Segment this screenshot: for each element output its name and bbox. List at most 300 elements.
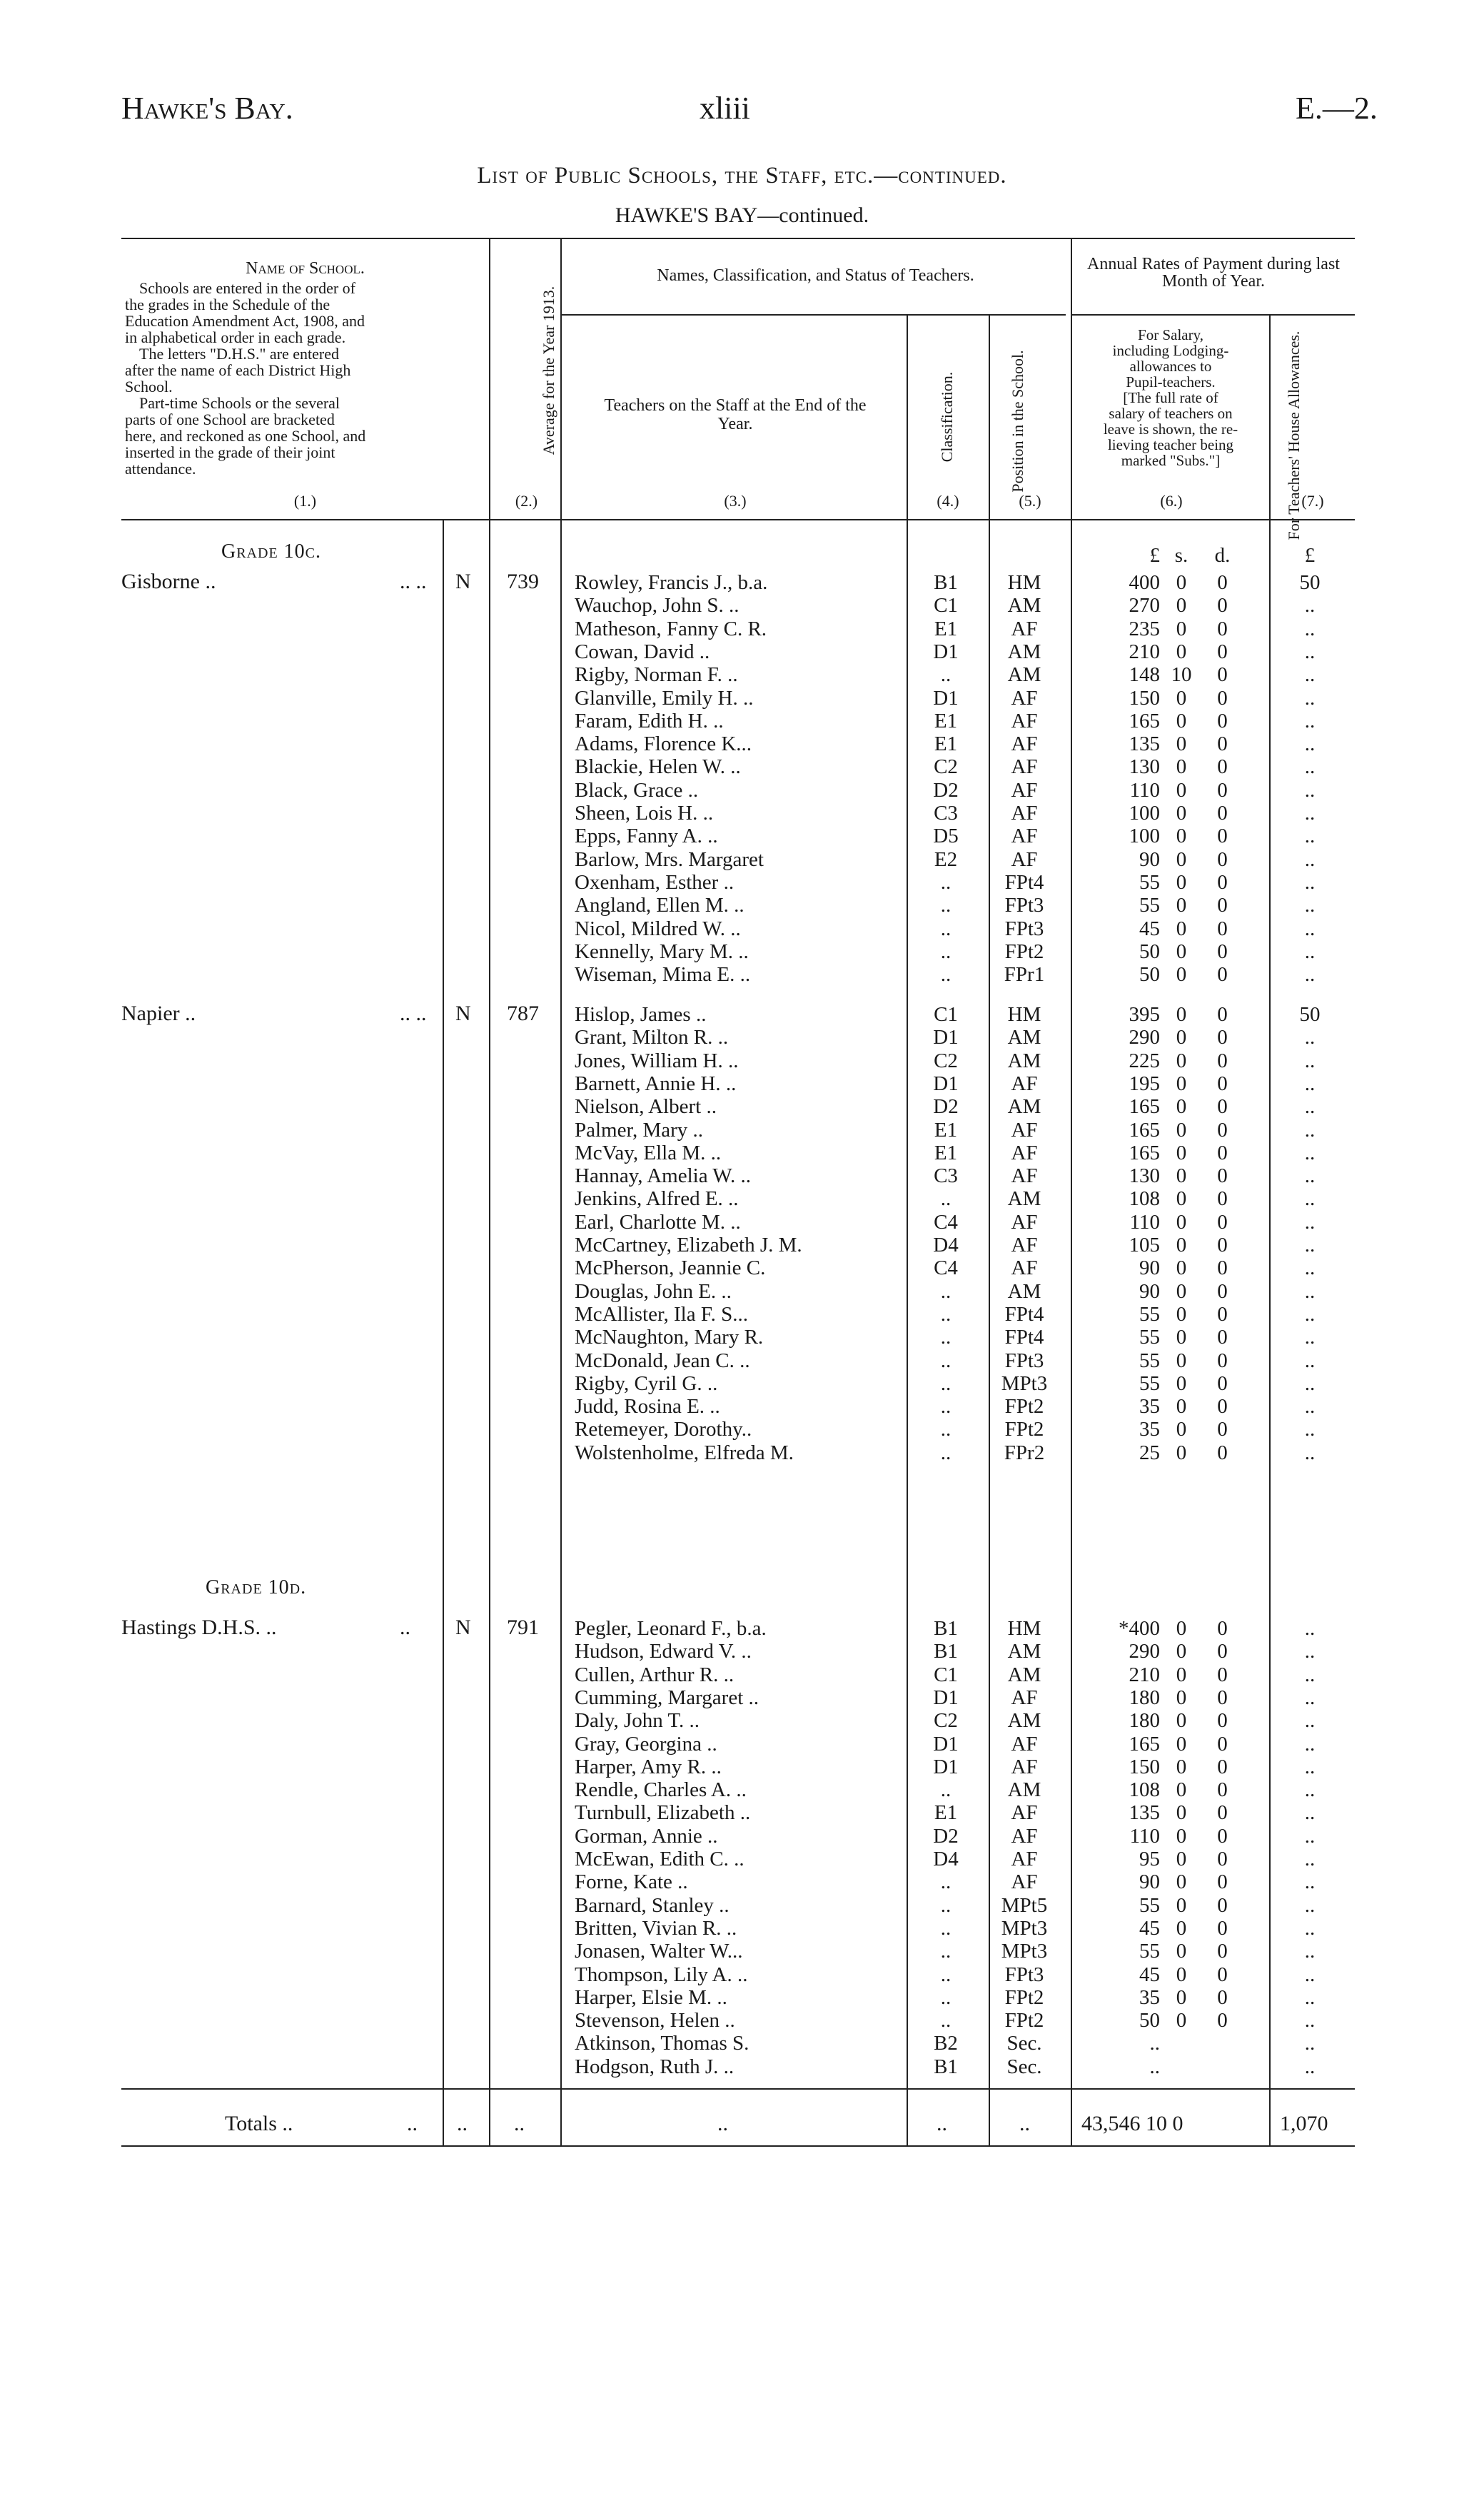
salary-pounds: 50 <box>1139 2009 1160 2033</box>
col3-group-heading: Names, Classification, and Status of Teachers. <box>657 266 974 285</box>
salary-shillings: 0 <box>1176 1709 1187 1733</box>
school-average-attendance: 739 <box>507 570 539 593</box>
teacher-name: Adams, Florence K... <box>575 732 752 756</box>
salary-pounds: 55 <box>1139 1326 1160 1349</box>
salary-pounds: 400 <box>1129 571 1160 594</box>
teacher-classification: E1 <box>934 1801 958 1825</box>
running-header-right: E.—2. <box>1296 91 1378 126</box>
col7-heading: For Teachers' House Allowances. <box>1285 331 1303 540</box>
salary-pounds: 55 <box>1139 1893 1160 1917</box>
teacher-classification: .. <box>940 1778 952 1802</box>
salary-shillings: 0 <box>1176 1848 1187 1870</box>
salary-shillings: 0 <box>1176 1916 1187 1940</box>
teacher-classification: .. <box>940 1441 952 1464</box>
salary-pence: 0 <box>1217 1210 1228 1234</box>
teacher-name: Hudson, Edward V. .. <box>575 1640 752 1663</box>
col1-description-line: after the name of each District High <box>125 361 351 379</box>
salary-pence: 0 <box>1217 594 1228 618</box>
teacher-classification: .. <box>940 1279 952 1303</box>
house-allowance: .. <box>1304 963 1316 987</box>
salary-pence: 0 <box>1217 1302 1228 1326</box>
salary-pence: 0 <box>1217 1118 1228 1142</box>
totals-label: Totals .. <box>225 2112 293 2135</box>
teacher-classification: D1 <box>933 1072 959 1095</box>
teacher-position: FPt2 <box>1004 940 1044 963</box>
rule-top <box>121 238 1355 239</box>
teacher-classification: C4 <box>934 1210 958 1234</box>
house-allowance: .. <box>1304 2032 1316 2055</box>
teacher-name: Kennelly, Mary M. .. <box>575 940 749 963</box>
teacher-position: AF <box>1011 1870 1038 1894</box>
teacher-name: Faram, Edith H. .. <box>575 709 724 732</box>
teacher-name: Hannay, Amelia W. .. <box>575 1164 751 1188</box>
salary-shillings: 0 <box>1176 825 1187 848</box>
teacher-position: FPt2 <box>1004 1985 1044 2009</box>
col1-description-line: Schools are entered in the order of <box>139 279 355 297</box>
school-type: N <box>455 1002 471 1025</box>
salary-pounds: 110 <box>1129 778 1160 802</box>
col5-number: (5.) <box>1019 492 1041 510</box>
house-allowance: .. <box>1304 686 1316 710</box>
salary-pence: 0 <box>1217 1985 1228 2009</box>
school-name-dots: .. <box>400 1616 410 1639</box>
salary-pence: 0 <box>1217 663 1228 687</box>
col4-number: (4.) <box>937 492 959 510</box>
salary-shillings: 0 <box>1176 917 1187 940</box>
salary-pounds: 45 <box>1139 1963 1160 1986</box>
grade-heading-10d: Grade 10d. <box>206 1576 307 1598</box>
teacher-name: Turnbull, Elizabeth .. <box>575 1801 751 1825</box>
teacher-position: AF <box>1011 847 1038 871</box>
house-allowance: 50 <box>1299 1003 1321 1026</box>
teacher-name: Cowan, David .. <box>575 640 710 663</box>
salary-shillings: 0 <box>1176 778 1187 802</box>
teacher-position: AF <box>1011 1801 1038 1825</box>
teacher-classification: D1 <box>933 1732 959 1756</box>
teacher-name: Judd, Rosina E. .. <box>575 1395 720 1419</box>
teacher-position: AM <box>1007 1049 1041 1072</box>
teacher-position: AF <box>1011 1072 1038 1095</box>
teacher-position: FPt3 <box>1004 917 1044 940</box>
teacher-name: Daly, John T. .. <box>575 1709 700 1733</box>
page-title: List of Public Schools, the Staff, etc.—continued. <box>477 163 1007 188</box>
teacher-name: Hislop, James .. <box>575 1003 707 1026</box>
school-type: N <box>455 570 471 593</box>
teacher-classification: E2 <box>934 847 958 871</box>
teacher-position: HM <box>1007 1617 1041 1640</box>
col6-description-line: [The full rate of <box>1123 389 1218 406</box>
house-allowance: .. <box>1304 1755 1316 1778</box>
salary-shillings: 0 <box>1176 1187 1187 1211</box>
salary-shillings: 0 <box>1176 894 1187 917</box>
col1-description-line: Part-time Schools or the several <box>139 394 340 412</box>
salary-pence: 0 <box>1217 1371 1228 1395</box>
house-allowance: .. <box>1304 1801 1316 1825</box>
salary-pence: 0 <box>1217 1003 1228 1026</box>
teacher-classification: .. <box>940 2009 952 2033</box>
teacher-name: Rigby, Norman F. .. <box>575 663 738 687</box>
teacher-classification: D1 <box>933 640 959 663</box>
col1-description-line: The letters "D.H.S." are entered <box>139 345 340 363</box>
teacher-position: Sec. <box>1006 2055 1042 2078</box>
salary-shillings: 0 <box>1176 1118 1187 1142</box>
totals-salary: 43,546 10 0 <box>1081 2112 1183 2135</box>
salary-shillings: 0 <box>1176 1893 1187 1917</box>
totals-col5: .. <box>1019 2112 1030 2135</box>
teacher-name: Forne, Kate .. <box>575 1870 688 1894</box>
unit-allowance-pounds: £ <box>1304 544 1316 567</box>
salary-shillings: 0 <box>1176 1778 1187 1802</box>
teacher-classification: E1 <box>934 732 958 756</box>
school-type: N <box>455 1616 471 1639</box>
salary-pounds: 55 <box>1139 1349 1160 1372</box>
salary-pounds: 110 <box>1129 1824 1160 1848</box>
teacher-name: Nielson, Albert .. <box>575 1095 717 1119</box>
salary-shillings: 0 <box>1176 1686 1187 1709</box>
salary-pence: 0 <box>1217 1026 1228 1049</box>
teacher-classification: B1 <box>934 1617 958 1640</box>
salary-shillings: 0 <box>1176 1985 1187 2009</box>
salary-pence: 0 <box>1217 1141 1228 1164</box>
salary-pence: 0 <box>1217 686 1228 710</box>
salary-pounds: 55 <box>1139 870 1160 894</box>
salary-shillings: 0 <box>1176 1003 1187 1026</box>
salary-shillings: 0 <box>1176 1095 1187 1119</box>
teacher-name: Black, Grace .. <box>575 778 699 802</box>
teacher-position: AM <box>1007 1709 1041 1733</box>
house-allowance: .. <box>1304 594 1316 618</box>
col1-description-line: attendance. <box>125 460 196 478</box>
teacher-name: McNaughton, Mary R. <box>575 1326 764 1349</box>
house-allowance: .. <box>1304 1686 1316 1709</box>
salary-shillings: 0 <box>1176 1617 1187 1640</box>
house-allowance: .. <box>1304 1326 1316 1349</box>
teacher-name: Palmer, Mary .. <box>575 1118 704 1142</box>
teacher-classification: C2 <box>934 1049 958 1072</box>
house-allowance: .. <box>1304 825 1316 848</box>
house-allowance: .. <box>1304 1640 1316 1663</box>
rule-header-bottom <box>121 519 1355 520</box>
salary-pence: 0 <box>1217 1940 1228 1963</box>
teacher-classification: D1 <box>933 1686 959 1709</box>
salary-pence: 0 <box>1217 1824 1228 1848</box>
salary-shillings: 0 <box>1176 1870 1187 1894</box>
teacher-name: McAllister, Ila F. S... <box>575 1302 749 1326</box>
salary-shillings: 0 <box>1176 1349 1187 1372</box>
teacher-position: FPt4 <box>1004 1302 1044 1326</box>
salary-pence: 0 <box>1217 1870 1228 1894</box>
teacher-name: McVay, Ella M. .. <box>575 1141 722 1164</box>
salary-pence: 0 <box>1217 732 1228 756</box>
salary-pounds: 50 <box>1139 963 1160 987</box>
teacher-position: MPt3 <box>1001 1916 1048 1940</box>
salary-shillings: 0 <box>1176 1049 1187 1072</box>
teacher-classification: .. <box>940 963 952 987</box>
teacher-name: Glanville, Emily H. .. <box>575 686 754 710</box>
house-allowance: .. <box>1304 1187 1316 1211</box>
house-allowance: .. <box>1304 1371 1316 1395</box>
rule-totals-top <box>121 2088 1355 2090</box>
teacher-position: AF <box>1011 1234 1038 1256</box>
salary-shillings: 0 <box>1176 571 1187 594</box>
salary-pence: 0 <box>1217 940 1228 963</box>
teacher-position: AF <box>1011 732 1038 756</box>
teacher-name: Rowley, Francis J., b.a. <box>575 571 768 594</box>
page-number: xliii <box>700 91 750 126</box>
teacher-classification: .. <box>940 1349 952 1372</box>
teacher-name: Atkinson, Thomas S. <box>575 2032 749 2055</box>
school-name: Gisborne .. <box>121 570 216 593</box>
teacher-classification: .. <box>940 1187 952 1211</box>
salary-shillings: 0 <box>1176 847 1187 871</box>
teacher-classification: D4 <box>933 1234 959 1256</box>
rule-bottom <box>121 2145 1355 2147</box>
school-name-dots: .. .. <box>400 570 427 593</box>
salary-pence: 0 <box>1217 1349 1228 1372</box>
teacher-position: AF <box>1011 1686 1038 1709</box>
teacher-position: AF <box>1011 755 1038 779</box>
house-allowance: .. <box>1304 1095 1316 1119</box>
salary-pounds: 270 <box>1129 594 1160 618</box>
teacher-classification: .. <box>940 1326 952 1349</box>
salary-pounds: 100 <box>1129 825 1160 848</box>
house-allowance: .. <box>1304 1778 1316 1802</box>
teacher-position: FPt2 <box>1004 1418 1044 1441</box>
salary-shillings: 0 <box>1176 2009 1187 2033</box>
teacher-position: AF <box>1011 617 1038 640</box>
salary-pence: 0 <box>1217 1916 1228 1940</box>
teacher-classification: D1 <box>933 1755 959 1778</box>
teacher-name: Wauchop, John S. .. <box>575 594 740 618</box>
salary-pounds: 290 <box>1129 1640 1160 1663</box>
teacher-name: Pegler, Leonard F., b.a. <box>575 1617 767 1640</box>
salary-pounds: .. <box>1149 2032 1160 2055</box>
salary-pence: 0 <box>1217 1187 1228 1211</box>
salary-shillings: 0 <box>1176 1755 1187 1778</box>
teacher-position: Sec. <box>1006 2032 1042 2055</box>
house-allowance: .. <box>1304 732 1316 756</box>
salary-shillings: 0 <box>1176 1963 1187 1986</box>
salary-pence: 0 <box>1217 1709 1228 1733</box>
col-divider-2 <box>560 238 562 2145</box>
teacher-classification: D1 <box>933 686 959 710</box>
teacher-name: McDonald, Jean C. .. <box>575 1349 750 1372</box>
house-allowance: .. <box>1304 1893 1316 1917</box>
salary-pounds: 25 <box>1139 1441 1160 1464</box>
col5-heading: Position in the School. <box>1009 350 1026 493</box>
salary-shillings: 0 <box>1176 1732 1187 1756</box>
teacher-position: FPt2 <box>1004 1395 1044 1419</box>
col1-description-line: Education Amendment Act, 1908, and <box>125 312 365 330</box>
teacher-position: FPt3 <box>1004 1349 1044 1372</box>
col1-description-line: inserted in the grade of their joint <box>125 443 335 461</box>
salary-shillings: 0 <box>1176 1234 1187 1256</box>
teacher-name: Retemeyer, Dorothy.. <box>575 1418 752 1441</box>
house-allowance: .. <box>1304 870 1316 894</box>
col6-description-line: allowances to <box>1129 358 1212 375</box>
teacher-position: AF <box>1011 825 1038 848</box>
col-divider-5 <box>1071 238 1072 2145</box>
salary-pounds: 90 <box>1139 1870 1160 1894</box>
teacher-name: McEwan, Edith C. .. <box>575 1848 744 1870</box>
teacher-position: HM <box>1007 1003 1041 1026</box>
teacher-classification: .. <box>940 1985 952 2009</box>
col6-description-line: including Lodging- <box>1112 342 1229 359</box>
teacher-position: MPt3 <box>1001 1371 1048 1395</box>
salary-pounds: 55 <box>1139 1302 1160 1326</box>
teacher-position: FPr2 <box>1004 1441 1045 1464</box>
salary-pence: 0 <box>1217 1686 1228 1709</box>
salary-pounds: 90 <box>1139 1256 1160 1280</box>
teacher-classification: D4 <box>933 1848 959 1870</box>
salary-pounds: 165 <box>1129 709 1160 732</box>
teacher-name: McCartney, Elizabeth J. M. <box>575 1234 802 1256</box>
grade-heading-10c: Grade 10c. <box>221 540 322 563</box>
salary-shillings: 0 <box>1176 940 1187 963</box>
col2-heading: Average for the Year 1913. <box>540 286 557 455</box>
salary-pence: 0 <box>1217 1395 1228 1419</box>
page-subtitle: HAWKE'S BAY—continued. <box>615 203 869 227</box>
salary-pounds: 100 <box>1129 802 1160 825</box>
house-allowance: .. <box>1304 1985 1316 2009</box>
salary-pounds: 90 <box>1139 1279 1160 1303</box>
salary-shillings: 0 <box>1176 1026 1187 1049</box>
house-allowance: .. <box>1304 1256 1316 1280</box>
salary-pounds: 55 <box>1139 894 1160 917</box>
col1-description-line: parts of one School are bracketed <box>125 411 335 428</box>
house-allowance: .. <box>1304 917 1316 940</box>
teacher-name: Barnard, Stanley .. <box>575 1893 730 1917</box>
teacher-position: AF <box>1011 778 1038 802</box>
teacher-position: AF <box>1011 1732 1038 1756</box>
salary-pence: 0 <box>1217 917 1228 940</box>
teacher-name: Matheson, Fanny C. R. <box>575 617 767 640</box>
teacher-position: AF <box>1011 1118 1038 1142</box>
salary-shillings: 0 <box>1176 963 1187 987</box>
col6-number: (6.) <box>1160 492 1183 510</box>
teacher-classification: E1 <box>934 709 958 732</box>
house-allowance: .. <box>1304 1441 1316 1464</box>
col1-number: (1.) <box>293 492 317 510</box>
teacher-name: Stevenson, Helen .. <box>575 2009 735 2033</box>
teacher-name: Jonasen, Walter W... <box>575 1940 743 1963</box>
teacher-position: AF <box>1011 1848 1038 1870</box>
salary-pence: 0 <box>1217 1234 1228 1256</box>
col4-heading: Classification. <box>938 371 956 463</box>
salary-pence: 0 <box>1217 1963 1228 1986</box>
salary-shillings: 10 <box>1171 663 1192 687</box>
salary-pounds: 210 <box>1129 640 1160 663</box>
teacher-position: AM <box>1007 1187 1041 1211</box>
teacher-classification: .. <box>940 1916 952 1940</box>
teacher-position: AM <box>1007 1640 1041 1663</box>
salary-shillings: 0 <box>1176 755 1187 779</box>
house-allowance: .. <box>1304 894 1316 917</box>
teacher-position: AM <box>1007 1778 1041 1802</box>
col6-description-line: lieving teacher being <box>1107 436 1234 453</box>
house-allowance: .. <box>1304 1418 1316 1441</box>
col6-description <box>1074 327 1267 468</box>
salary-shillings: 0 <box>1176 1801 1187 1825</box>
teacher-name: Harper, Amy R. .. <box>575 1755 722 1778</box>
salary-pence: 0 <box>1217 1095 1228 1119</box>
salary-pence: 0 <box>1217 1049 1228 1072</box>
salary-pounds: 395 <box>1129 1003 1160 1026</box>
teacher-classification: D5 <box>933 825 959 848</box>
salary-pounds: 290 <box>1129 1026 1160 1049</box>
teacher-name: Nicol, Mildred W. .. <box>575 917 741 940</box>
salary-pence: 0 <box>1217 1072 1228 1095</box>
teacher-position: AM <box>1007 594 1041 618</box>
teacher-classification: D2 <box>933 778 959 802</box>
house-allowance: .. <box>1304 1940 1316 1963</box>
salary-shillings: 0 <box>1176 1279 1187 1303</box>
teacher-classification: .. <box>940 1940 952 1963</box>
teacher-position: HM <box>1007 571 1041 594</box>
house-allowance: .. <box>1304 1732 1316 1756</box>
col-divider-4 <box>989 314 990 2145</box>
salary-pounds: 225 <box>1129 1049 1160 1072</box>
unit-shillings: s. <box>1174 544 1188 567</box>
salary-pence: 0 <box>1217 1801 1228 1825</box>
house-allowance: .. <box>1304 802 1316 825</box>
salary-pounds: 35 <box>1139 1418 1160 1441</box>
teacher-name: Jones, William H. .. <box>575 1049 739 1072</box>
salary-shillings: 0 <box>1176 1663 1187 1686</box>
teacher-name: Barnett, Annie H. .. <box>575 1072 737 1095</box>
teacher-classification: .. <box>940 1302 952 1326</box>
salary-pounds: 45 <box>1139 1916 1160 1940</box>
salary-pence: 0 <box>1217 617 1228 640</box>
salary-pence: 0 <box>1217 1778 1228 1802</box>
salary-pence: 0 <box>1217 1279 1228 1303</box>
salary-pounds: 35 <box>1139 1395 1160 1419</box>
col7-number: (7.) <box>1301 492 1324 510</box>
running-header-left: Hawke's Bay. <box>121 91 293 126</box>
teacher-position: AM <box>1007 1026 1041 1049</box>
col1-description-line: in alphabetical order in each grade. <box>125 328 346 346</box>
house-allowance: .. <box>1304 1164 1316 1188</box>
house-allowance: .. <box>1304 1302 1316 1326</box>
house-allowance: 50 <box>1299 571 1321 594</box>
school-average-attendance: 791 <box>507 1616 539 1639</box>
salary-pence: 0 <box>1217 1441 1228 1464</box>
salary-pounds: 148 <box>1129 663 1160 687</box>
salary-pounds: 45 <box>1139 917 1160 940</box>
salary-shillings: 0 <box>1176 1824 1187 1848</box>
teacher-name: Rendle, Charles A. .. <box>575 1778 747 1802</box>
teacher-classification: E1 <box>934 1118 958 1142</box>
salary-shillings: 0 <box>1176 640 1187 663</box>
teacher-classification: B1 <box>934 571 958 594</box>
teacher-classification: B1 <box>934 2055 958 2078</box>
totals-col2b: .. <box>514 2112 525 2135</box>
teacher-position: AF <box>1011 1210 1038 1234</box>
salary-pounds: 165 <box>1129 1141 1160 1164</box>
house-allowance: .. <box>1304 755 1316 779</box>
salary-pence: 0 <box>1217 802 1228 825</box>
salary-pounds: 35 <box>1139 1985 1160 2009</box>
col1-description-line: here, and reckoned as one School, and <box>125 427 366 445</box>
col6-group-heading: Annual Rates of Payment during last Month of Year. <box>1087 255 1340 291</box>
salary-pounds: 210 <box>1129 1663 1160 1686</box>
salary-pence: 0 <box>1217 778 1228 802</box>
teacher-position: FPt4 <box>1004 870 1044 894</box>
house-allowance: .. <box>1304 1709 1316 1733</box>
house-allowance: .. <box>1304 1848 1316 1870</box>
col1-description <box>125 280 485 477</box>
teacher-classification: D2 <box>933 1095 959 1119</box>
